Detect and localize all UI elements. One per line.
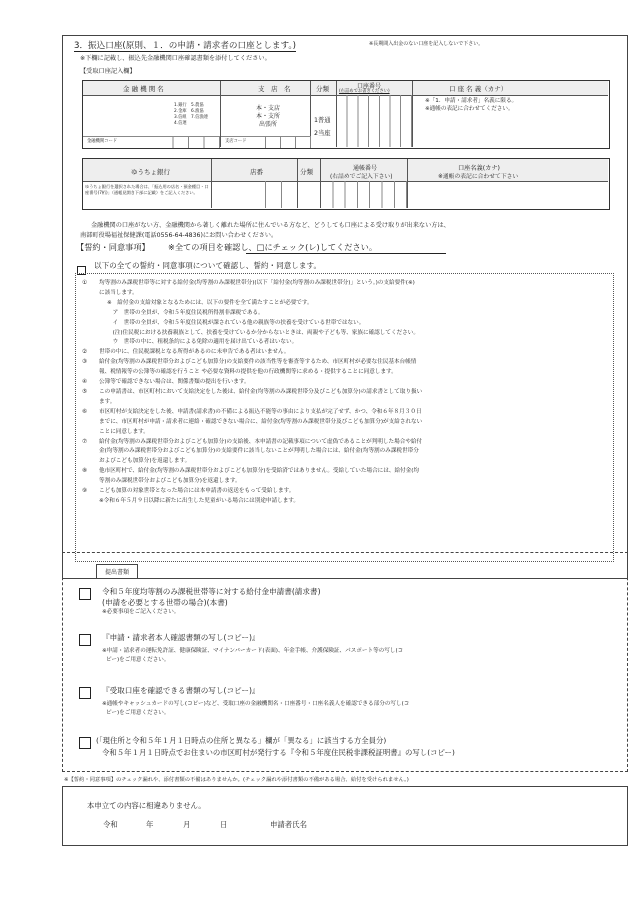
branch-type-option: 本・支所	[256, 113, 281, 120]
no-account-note: 金融機関の口座がない方、金融機関から著しく離れた場所に住んでいる方など、どうしても口座による受け取りが出来ない方は、	[91, 222, 450, 229]
bank-code-label: 金融機関コード	[87, 139, 118, 144]
pledge-num: ①	[82, 280, 88, 286]
holder-note: ※通帳の表記に合わせてください。	[425, 106, 514, 112]
bank-type-option: 4.信連	[174, 121, 187, 126]
yucho-holder-header: 口座名義(カナ)	[458, 165, 500, 172]
yucho-account-boxes	[321, 181, 407, 208]
pledge-line: 等割のみ課税世帯分およびこども加算分)を返還します。	[99, 478, 241, 485]
pledge-num: ⑨	[82, 488, 88, 495]
date-year: 年	[146, 820, 154, 829]
pledge-item	[82, 487, 606, 507]
pledge-num: ③	[82, 359, 88, 366]
bank-type-option: 1.銀行 5.農協	[174, 103, 204, 108]
bank-type-option: 3.信組 7.信漁連	[174, 115, 208, 120]
doc-title: (「現住所と令和５年１月１日時点の住所と異なる」欄が「異なる」に該当する方全員分)	[96, 736, 387, 745]
documents-label: 提出書類	[96, 564, 138, 579]
pledge-line: 公簿等で確認できない場合は、関係書類の提出を行います。	[99, 379, 250, 386]
pledge-line: およびこども加算分)を返還します。	[99, 458, 191, 465]
pledge-line: ※ 給付金の支給対象となるためには、以下の要件を全て満たすことが必要です。	[107, 299, 313, 306]
holder-col-header: 口 座 名 義（カナ）	[449, 85, 508, 93]
holder-note: ※「1．申請・請求者」名義に限る。	[425, 98, 518, 104]
type-col-header: 分類	[316, 85, 329, 93]
pledge-line: 給付金(均等割のみ課税世帯分およびこども加算分)の支給後、本申請書の記載事項について虚偽であることが判明した場合や給付	[99, 438, 423, 445]
doc-title: 『受取口座を確認できる書類の写し(コピー)』	[102, 686, 260, 695]
doc-note: ※申請・請求者の運転免許証、健康保険証、マイナンバーカード(表面)、年金手帳、介護保険証、パスポート等の写し(コ	[102, 648, 404, 654]
branch-col-header: 支 店 名	[258, 85, 291, 93]
doc-note: ※通帳やキャッシュカードの写し(コピー)など、受取口座の金融機関名・口座番号・口座名義人を確認できる部分の写し(コ	[102, 701, 410, 707]
signer-label: 申請者氏名	[270, 820, 307, 829]
pledge-item	[82, 408, 606, 438]
yucho-account-subheader: (右詰めでご記入下さい)	[330, 174, 393, 180]
pledge-line: に該当します。	[99, 289, 138, 296]
doc-note: ※必要事項をご記入ください。	[102, 609, 180, 615]
pledge-line: ウ 世帯の中に、租税条約による免除の適用を届け出ている者はいない。	[107, 339, 298, 346]
instruction-underline	[246, 253, 446, 254]
account-type-option: 1普通	[314, 117, 331, 124]
pledge-line: 金(均等割のみ課税世帯分およびこども加算分)の支給要件に該当しないことが判明した場合には、給付金(均等割のみ課税世帯分	[99, 448, 419, 455]
yucho-account-header: 通帳番号	[353, 165, 378, 172]
account-digit-boxes	[337, 95, 412, 147]
divider	[407, 159, 408, 208]
section3-title-note: ※長期間入出金のない口座を記入しないで下さい。	[369, 41, 484, 47]
pledge-line: 他市区町村で、給付金(均等割のみ課税世帯分およびこども加算分)を受給済ではありません。受給していた場合には、給付金(均	[99, 468, 420, 475]
section3-note: ※下欄に記載し、振込先金融機関口座確認書類を添付してください。	[80, 55, 271, 62]
doc-note: ピー)をご用意ください。	[106, 657, 170, 663]
branch-type-option: 出張所	[259, 121, 278, 128]
footer-warning: ※【誓約・同意事項】のチェック漏れや、添付書類の不備はありませんか。(チェック漏れや添付書類の不備がある場合、給付を受けられません。)	[64, 777, 409, 783]
yucho-holder-subheader: ※通帳の表記に合わせて下さい	[438, 174, 519, 180]
branch-type-list	[256, 105, 280, 129]
bank-code-row-line	[83, 136, 158, 137]
yucho-branch-header: 店番	[250, 168, 263, 176]
pledge-line: ※令和６年５月９日以降に新たに出生した児童がいる場合には別途申請します。	[99, 497, 300, 504]
confirm-label: 以下の全ての誓約・同意事項について確認し、誓約・同意します。	[94, 261, 322, 270]
pledge-item	[82, 378, 606, 388]
pledge-items	[82, 279, 606, 507]
doc-checkbox[interactable]	[79, 737, 91, 749]
yucho-type-header: 分類	[300, 168, 313, 176]
pledge-line: こども加算の対象世帯となった場合には本申請書の返送をもって受給します。	[99, 488, 295, 495]
pledge-line: 世帯の中に、住民税課税となる所得があるのに未申告である者はいません。	[99, 349, 290, 356]
footer-statement: 本申立ての内容に相違ありません。	[87, 801, 206, 810]
pledge-line: (注)住民税における扶養親族として、扶養を受けているか分からないときは、両親や子ども等、家族に確認してください。	[107, 329, 419, 336]
yucho-branch-boxes	[250, 181, 297, 208]
pledge-line: までに、市区町村が申請・請求者に連絡・確認できない場合に、給付金(均等割のみ課税世帯分及びこども加算分)が支給されない	[99, 418, 423, 425]
pledge-line: ア 世帯の全員が、令和５年度住民税所得割非課税である。	[107, 309, 264, 316]
form-label: 【受取口座記入欄】	[80, 68, 136, 75]
divider	[211, 159, 212, 208]
doc-checkbox[interactable]	[79, 588, 91, 600]
doc-title: 『申請・請求者本人確認書類の写し(コピー)』	[102, 633, 260, 642]
pledge-item	[82, 467, 606, 487]
footer-frame	[62, 786, 628, 846]
branch-code-label: 支店コード	[225, 139, 247, 144]
yucho-note: ゆうちょ銀行を選択された場合は、「振込用の店名・預金種目・口座番号(7桁)」（通帳見開き下部に記載）をご記入ください。	[85, 184, 209, 195]
pledge-item	[82, 388, 606, 408]
pledge-instruction: ※全ての項目を確認し、□にチェック(レ)してください。	[168, 242, 378, 252]
divider	[297, 159, 298, 208]
branch-code-row-line	[221, 136, 265, 137]
pledge-line: イ 世帯の全員が、令和５年度住民税が課されている他の親族等の扶養を受けている世帯ではない。	[107, 319, 365, 326]
pledge-num: ⑦	[82, 438, 88, 445]
doc-checkbox[interactable]	[79, 634, 91, 646]
account-col-subheader: (右詰めでお書きください)	[339, 89, 390, 94]
pledge-line: ます。	[99, 398, 116, 405]
holder-notes	[425, 97, 517, 113]
pledge-line: 均等割のみ課税世帯等に対する給付金(均等割のみ課税世帯分)(以下「給付金(均等割のみ課税世帯分)」という。)の支給要件(※)	[99, 280, 415, 286]
account-type-option: 2当座	[314, 130, 331, 137]
doc-note: ピー)をご用意ください。	[106, 710, 170, 716]
pledge-line: 市区町村が支給決定をした後、申請書(請求書)の不備による振込不能等の事由により支払が完了せず、かつ、令和６年８月３０日	[99, 408, 422, 415]
pledge-line: ことに同意します。	[99, 428, 149, 435]
section3-title: 3．振込口座(原則、１．の申請・請求者の口座とします。)	[74, 41, 297, 51]
doc-title: (申請を必要とする世帯の場合)(本書)	[102, 598, 228, 607]
branch-type-option: 本・支店	[256, 105, 281, 112]
pledge-title: 【誓約・同意事項】	[76, 242, 150, 252]
no-account-note: 南部町役場福祉保健課(電話0556-64-4836)にお問い合わせください。	[80, 232, 278, 239]
date-month: 月	[183, 820, 191, 829]
account-type-list	[314, 114, 331, 140]
pledge-num: ⑧	[82, 468, 88, 475]
doc-title: 令和５年度均等割のみ課税世帯等に対する給付金申請書(請求書)	[102, 587, 321, 596]
bank-code-boxes	[158, 136, 220, 148]
pledge-line: 報、税情報等の公簿等の確認を行うこと や必要な資料の提供を他の行政機関等に求める・提供することに同意します。	[99, 369, 397, 376]
date-era: 令和	[103, 820, 118, 829]
bank-type-option: 2.金庫 6.漁協	[174, 109, 204, 114]
pledge-num: ④	[82, 379, 88, 386]
divider	[412, 81, 413, 147]
bank-col-header: 金 融 機 関 名	[123, 85, 164, 93]
pledge-num: ②	[82, 349, 88, 356]
pledge-item	[82, 438, 606, 468]
pledge-item	[82, 358, 606, 378]
pledge-line: 給付金(均等割のみ課税世帯分およびこども加算分)の支給要件の該当性等を審査等するため、市区町村が必要な住民基本台帳情	[99, 359, 417, 366]
pledge-line: この申請書は、市区町村において支給決定をした後は、給付金(均等割のみ課税世帯分及びこども加算分)の請求書として取り扱い	[99, 388, 423, 395]
divider	[220, 81, 221, 147]
pledge-num: ⑥	[82, 408, 88, 415]
account-col-header: 口座番号	[357, 83, 382, 90]
pledge-num: ⑤	[82, 388, 88, 395]
pledge-item	[82, 348, 606, 358]
date-day: 日	[220, 820, 228, 829]
doc-checkbox[interactable]	[79, 687, 91, 699]
doc-title: 令和５年１月１日時点でお住まいの市区町村が発行する『令和５年度住民税非課税証明書』の写し(コピー)	[102, 748, 455, 757]
pledge-item	[82, 279, 606, 348]
yucho-col-header: ゆうちょ銀行	[131, 168, 170, 176]
bank-type-list	[174, 103, 208, 127]
branch-code-boxes	[265, 136, 311, 148]
